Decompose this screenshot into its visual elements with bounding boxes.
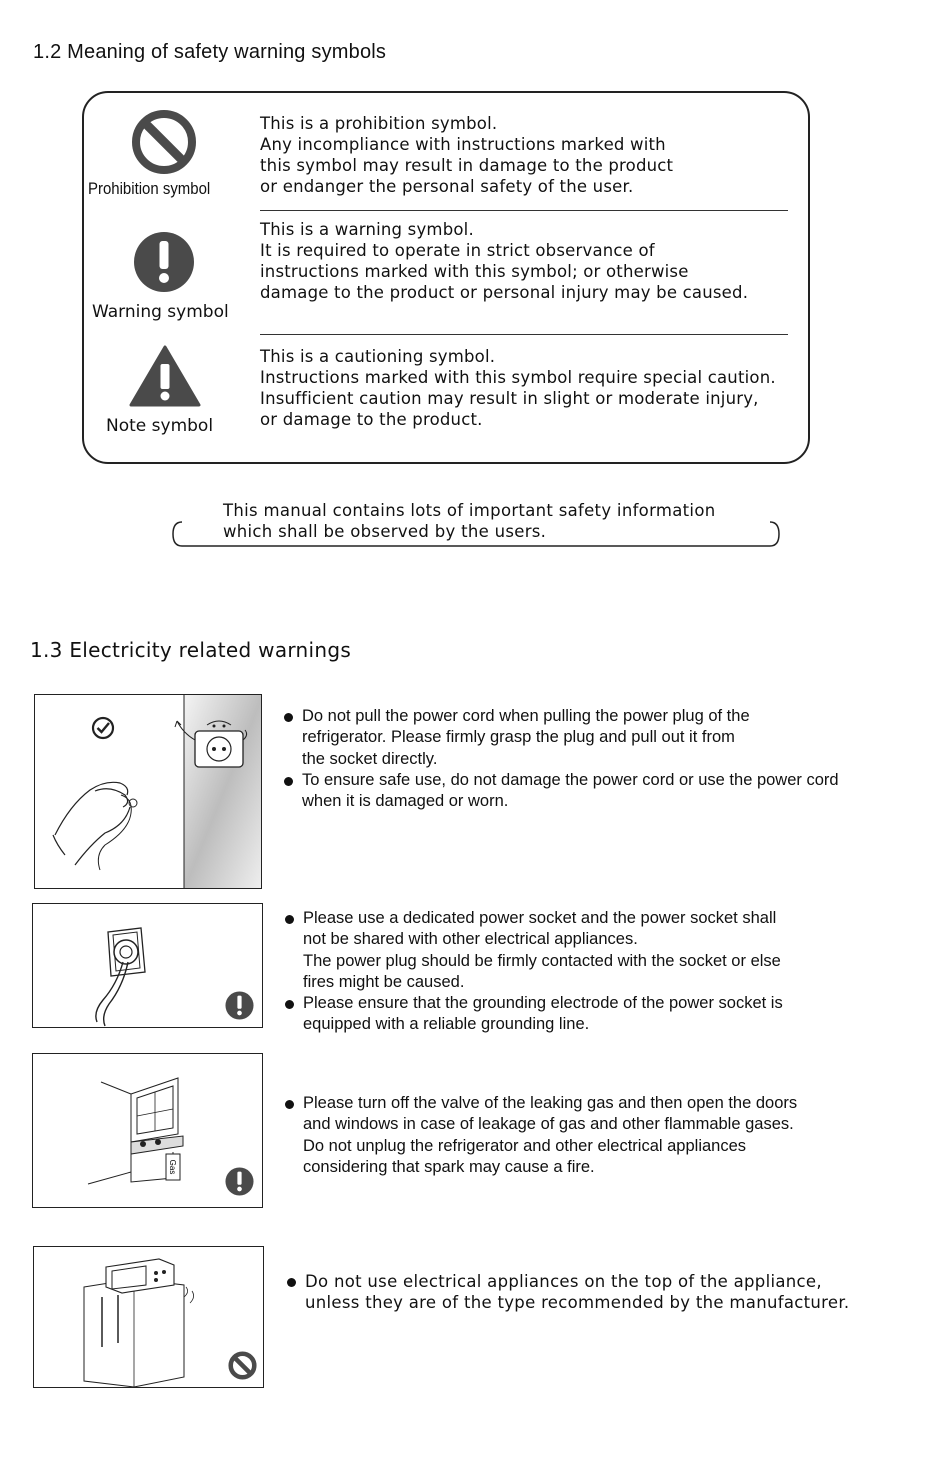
bullet-item — [287, 1271, 849, 1292]
text-line: Instructions marked with this symbol require special caution. — [260, 368, 776, 387]
bullet-item — [285, 993, 783, 1014]
check-circle-icon — [91, 716, 115, 740]
text-line: equipped with a reliable grounding line. — [303, 1015, 590, 1034]
warning-text-block-4 — [287, 1271, 849, 1314]
warning-text-block-3 — [285, 1093, 797, 1178]
warning-text-block-1 — [284, 706, 839, 812]
divider — [260, 210, 788, 211]
section-heading-symbols: 1.2 Meaning of safety warning symbols — [33, 41, 387, 63]
hand-pulling-plug-illustration — [34, 694, 262, 889]
text-line: To ensure safe use, do not damage the power cord or use the power cord — [302, 770, 839, 789]
gas-label: Gas — [168, 1159, 177, 1175]
prohibition-description — [260, 113, 673, 197]
bullet-item — [284, 770, 839, 791]
caution-description — [260, 346, 776, 430]
text-line: Please ensure that the grounding electrode of the power socket is — [303, 994, 783, 1013]
warning-symbol-label: Warning symbol — [92, 302, 229, 322]
note-symbol-label: Note symbol — [106, 416, 214, 436]
bullet-item — [285, 1093, 797, 1114]
prohibition-symbol-label: Prohibition symbol — [88, 179, 211, 198]
text-line: Insufficient caution may result in slight or moderate injury, — [260, 389, 759, 408]
text-line: Please turn off the valve of the leaking gas and then open the doors — [303, 1094, 798, 1112]
warning-description — [260, 219, 748, 303]
exclamation-circle-icon — [133, 231, 195, 293]
text-line: or endanger the personal safety of the user. — [260, 177, 634, 196]
text-line: This is a cautioning symbol. — [260, 347, 496, 366]
text-line: or damage to the product. — [260, 410, 483, 429]
text-line: This is a warning symbol. — [260, 220, 474, 239]
text-line: which shall be observed by the users. — [223, 522, 547, 541]
text-line: refrigerator. Please firmly grasp the plug and pull out it from — [302, 728, 735, 747]
warning-text-block-2 — [285, 908, 783, 1036]
warning-triangle-icon — [129, 344, 201, 408]
text-line: damage to the product or personal injury may be caused. — [260, 283, 749, 302]
text-line: Do not use electrical appliances on the top of the appliance, — [305, 1272, 822, 1291]
prohibition-icon — [228, 1351, 257, 1380]
text-line: It is required to operate in strict observance of — [260, 241, 655, 260]
text-line: considering that spark may cause a fire. — [303, 1157, 595, 1176]
text-line: The power plug should be firmly contacted with the socket or else — [303, 951, 781, 970]
text-line: Please use a dedicated power socket and the power socket shall — [303, 909, 777, 927]
text-line: not be shared with other electrical appliances. — [303, 930, 638, 949]
prohibition-icon — [132, 110, 196, 174]
important-safety-note — [223, 500, 715, 542]
text-line: the socket directly. — [302, 749, 438, 768]
exclamation-circle-icon — [225, 1167, 254, 1196]
bullet-item — [285, 908, 783, 929]
text-line: This is a prohibition symbol. — [260, 114, 498, 133]
text-line: instructions marked with this symbol; or otherwise — [260, 262, 689, 281]
text-line: this symbol may result in damage to the product — [260, 156, 674, 175]
text-line: and windows in case of leakage of gas and other flammable gases. — [303, 1115, 794, 1134]
text-line: when it is damaged or worn. — [302, 792, 509, 811]
text-line: fires might be caused. — [303, 972, 465, 991]
bullet-item — [284, 706, 839, 727]
exclamation-circle-icon — [225, 991, 254, 1020]
text-line: Do not unplug the refrigerator and other electrical appliances — [303, 1136, 747, 1155]
text-line: This manual contains lots of important safety information — [223, 501, 716, 520]
text-line: Do not pull the power cord when pulling the power plug of the — [302, 707, 750, 725]
section-heading-electricity: 1.3 Electricity related warnings — [30, 638, 352, 662]
text-line: unless they are of the type recommended by the manufacturer. — [305, 1293, 850, 1313]
divider — [260, 334, 788, 335]
text-line: Any incompliance with instructions marked with — [260, 135, 666, 154]
